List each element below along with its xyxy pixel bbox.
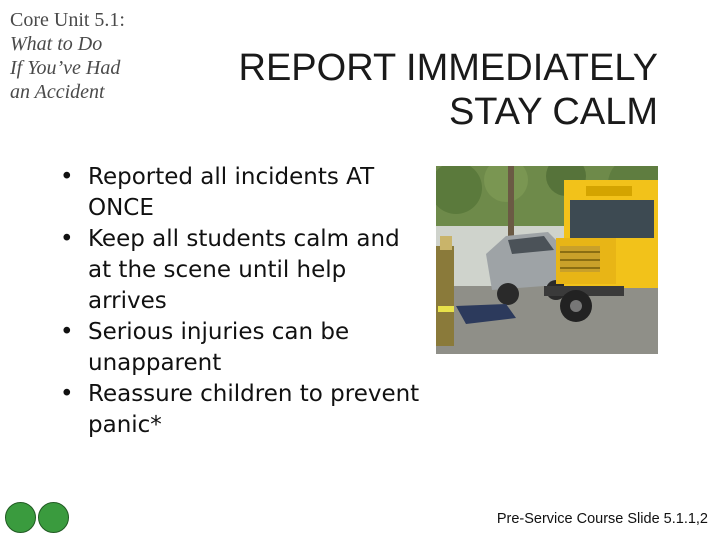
bullet-item: • Reassure children to prevent panic* <box>56 379 426 441</box>
slide-footer: Pre-Service Course Slide 5.1.1,2 <box>496 511 708 527</box>
green-circle-icon <box>5 502 36 533</box>
green-circle-icon <box>38 502 69 533</box>
unit-line-4: an Accident <box>10 81 105 103</box>
school-bus-accident-photo <box>436 166 658 354</box>
bullet-item: • Serious injuries can be unapparent <box>56 317 426 379</box>
bullet-item: • Keep all students calm and at the scene until help arrives <box>56 224 426 317</box>
unit-title <box>10 8 125 104</box>
bullet-list <box>56 162 426 441</box>
headline-line-1: REPORT IMMEDIATELY <box>238 47 658 89</box>
unit-line-2: What to Do <box>10 33 103 55</box>
decorative-circles <box>5 502 69 533</box>
bullet-item: • Reported all incidents AT ONCE <box>56 162 426 224</box>
slide-headline <box>239 46 658 134</box>
unit-line-1: Core Unit 5.1: <box>10 9 125 31</box>
headline-line-2: STAY CALM <box>448 91 658 133</box>
unit-line-3: If You’ve Had <box>10 57 121 79</box>
